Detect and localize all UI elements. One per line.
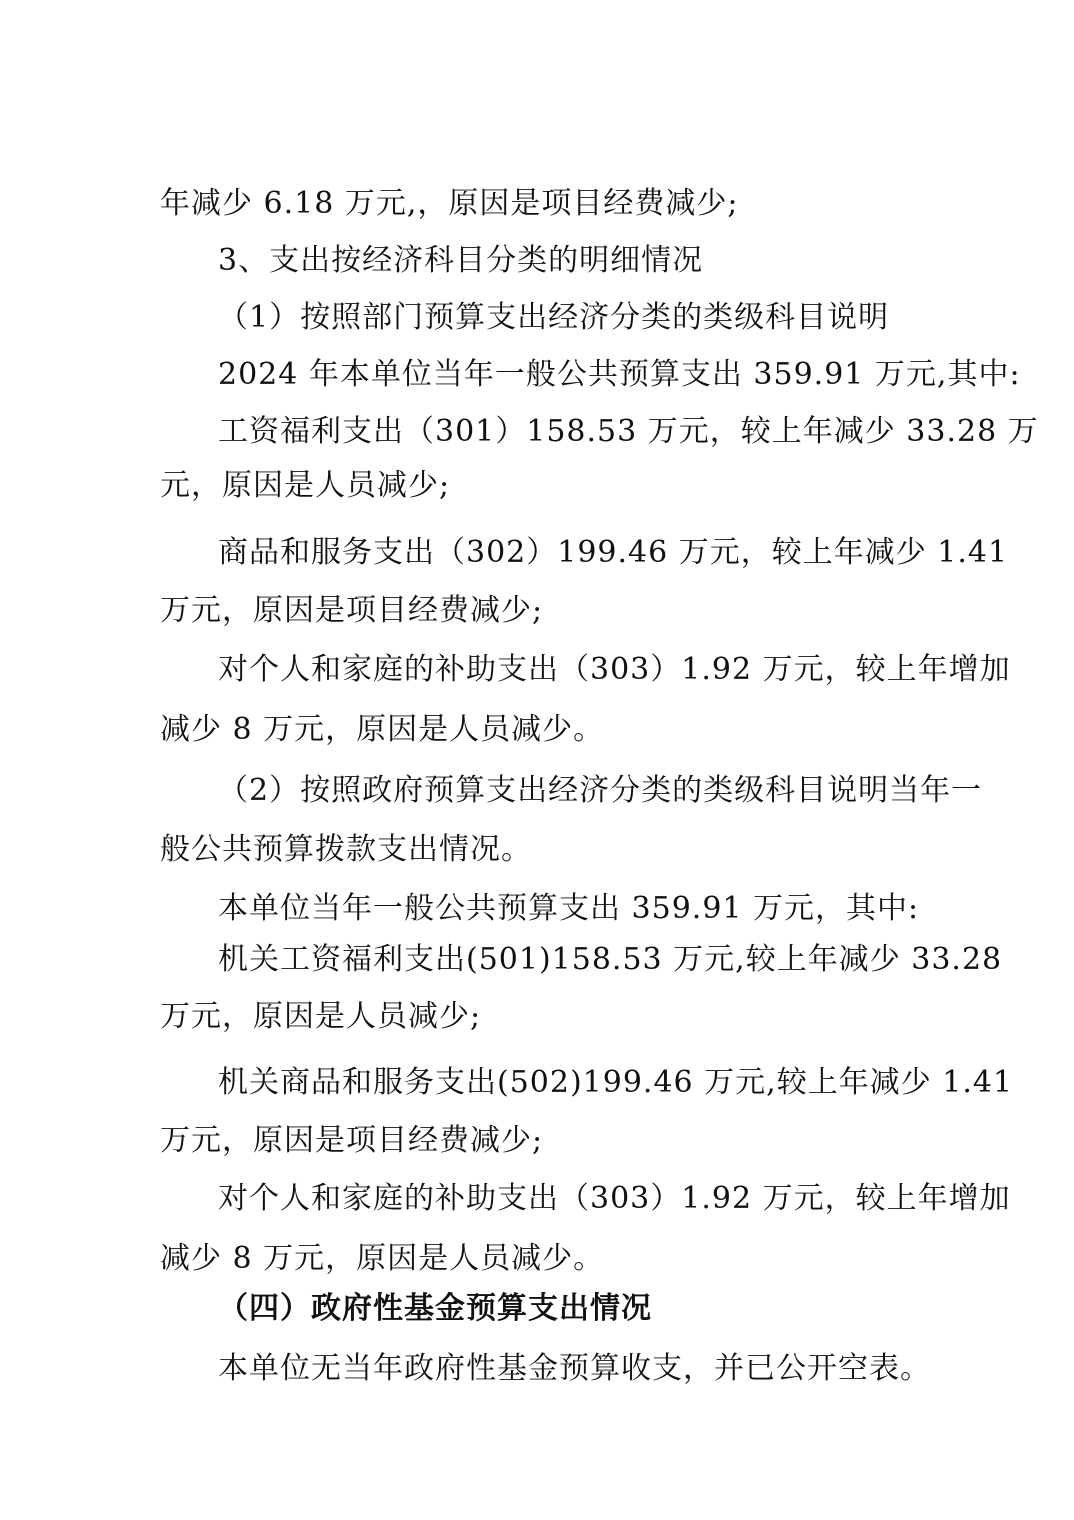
text-line: 商品和服务支出（302）199.46 万元，较上年减少 1.41 bbox=[218, 535, 1009, 570]
text-line: 2024 年本单位当年一般公共预算支出 359.91 万元,其中: bbox=[218, 357, 1021, 392]
text-line: 对个人和家庭的补助支出（303）1.92 万元，较上年增加 bbox=[218, 1181, 1011, 1216]
text-line: （1）按照部门预算支出经济分类的类级科目说明 bbox=[218, 300, 890, 335]
text-line: 万元，原因是人员减少; bbox=[160, 999, 482, 1034]
text-line: 本单位无当年政府性基金预算收支，并已公开空表。 bbox=[218, 1351, 931, 1386]
text-line: 本单位当年一般公共预算支出 359.91 万元，其中: bbox=[218, 891, 920, 926]
section-heading: （四）政府性基金预算支出情况 bbox=[218, 1291, 652, 1326]
text-line: 万元，原因是项目经费减少; bbox=[160, 593, 544, 628]
text-line: 般公共预算拨款支出情况。 bbox=[160, 832, 532, 867]
text-line: 年减少 6.18 万元,，原因是项目经费减少; bbox=[160, 186, 739, 221]
text-line: 机关工资福利支出(501)158.53 万元,较上年减少 33.28 bbox=[218, 942, 1003, 977]
text-line: （2）按照政府预算支出经济分类的类级科目说明当年一 bbox=[218, 773, 983, 808]
text-line: 机关商品和服务支出(502)199.46 万元,较上年减少 1.41 bbox=[218, 1065, 1014, 1100]
text-line: 减少 8 万元，原因是人员减少。 bbox=[160, 712, 605, 747]
text-line: 工资福利支出（301）158.53 万元，较上年减少 33.28 万 bbox=[218, 414, 1039, 449]
text-line: 对个人和家庭的补助支出（303）1.92 万元，较上年增加 bbox=[218, 652, 1011, 687]
text-line: 减少 8 万元，原因是人员减少。 bbox=[160, 1241, 605, 1276]
text-line: 万元，原因是项目经费减少; bbox=[160, 1123, 544, 1158]
text-line: 元，原因是人员减少; bbox=[160, 468, 451, 503]
text-line: 3、支出按经济科目分类的明细情况 bbox=[218, 243, 704, 278]
